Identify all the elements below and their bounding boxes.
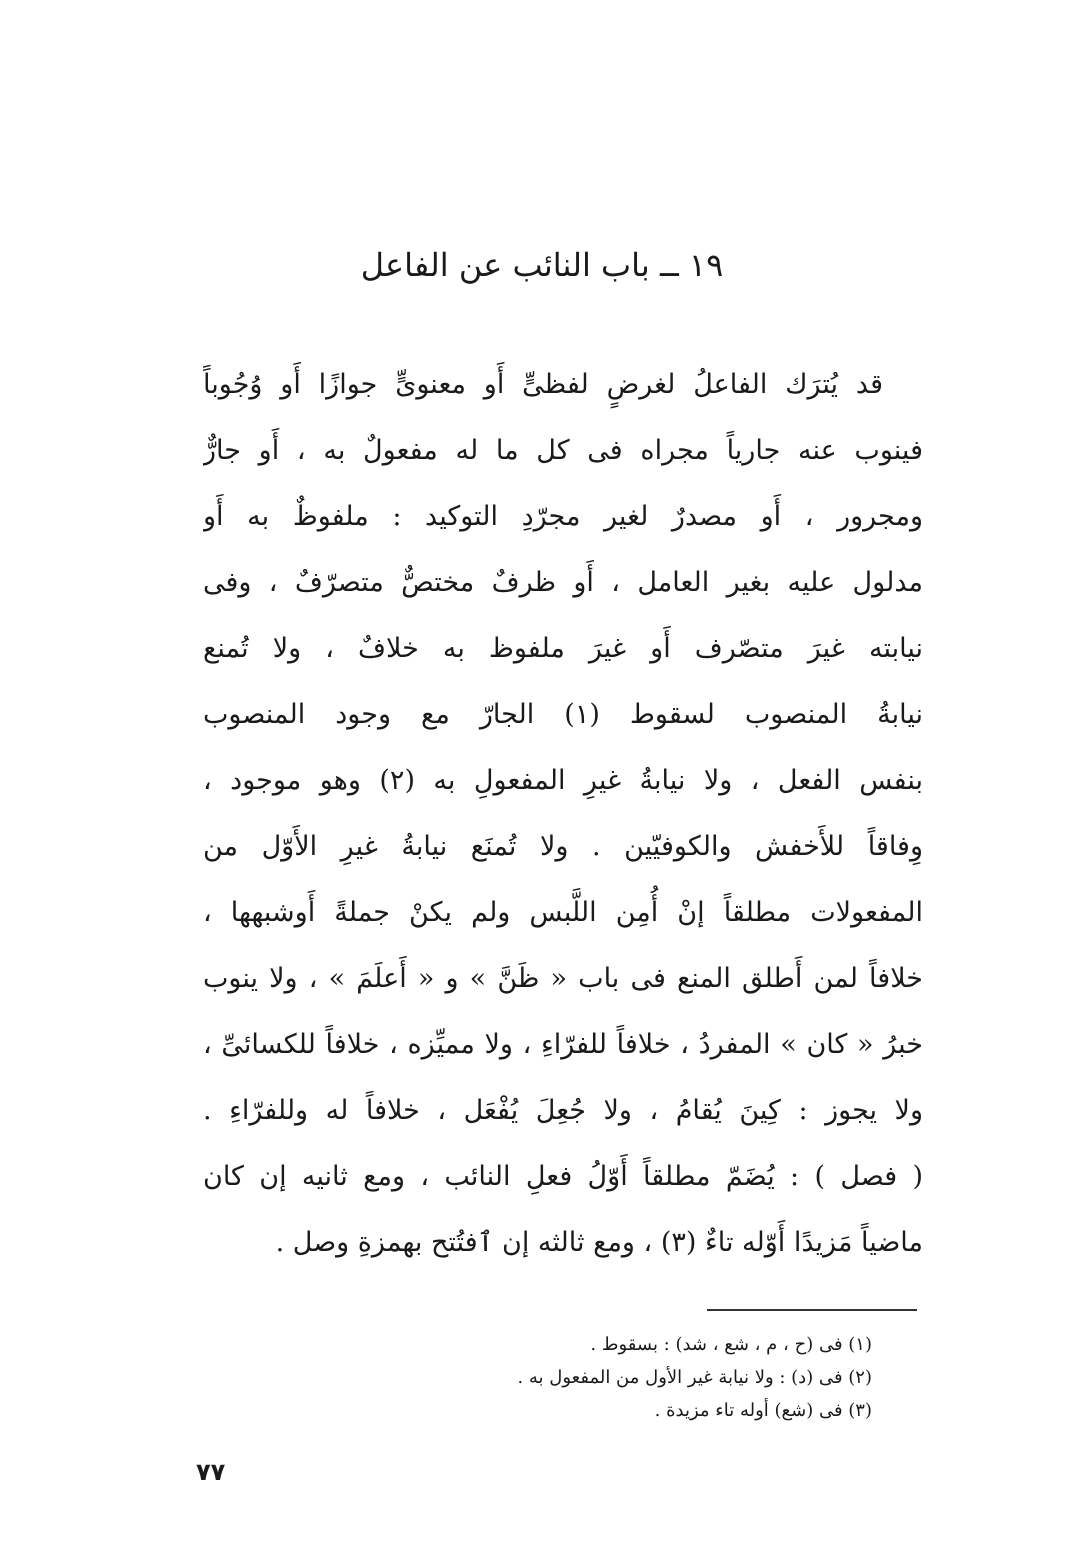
footnote: (٣) فى (شع) أوله تاء مزيدة .	[654, 1400, 872, 1421]
section-line: ( فصل ) : يُضَمّ مطلقاً أَوّلُ فعلِ النائب ، ومع ثانيه إن كان	[203, 1161, 923, 1192]
body-line: بنفس الفعل ، ولا نيابةُ غيرِ المفعولِ به (٢) وهو موجود ،	[203, 765, 923, 796]
chapter-title: ١٩ ــ باب النائب عن الفاعل	[360, 246, 724, 284]
page-number: ٧٧	[196, 1458, 226, 1486]
footnotes	[352, 1328, 872, 1427]
body-line: فينوب عنه جارياً مجراه فى كل ما له مفعولٌ به ، أَو جارٌّ	[203, 435, 923, 466]
footnote: (١) فى (ح ، م ، شع ، شد) : بسقوط .	[590, 1334, 872, 1355]
body-line: خبرُ « كان » المفردُ ، خلافاً للفرّاءِ ، ولا مميِّزه ، خلافاً للكسائىِّ ،	[203, 1029, 923, 1060]
footnote-separator	[707, 1309, 917, 1311]
body-line: نيابته غيرَ متصّرف أَو غيرَ ملفوظ به خلافٌ ، ولا تُمنع	[203, 633, 923, 664]
footnote: (٢) فى (د) : ولا نيابة غير الأول من المفعول به .	[517, 1367, 872, 1388]
body-line: ولا يجوز : كِينَ يُقامُ ، ولا جُعِلَ يُفْعَل ، خلافاً له وللفرّاءِ .	[203, 1095, 923, 1126]
body-line: قد يُترَك الفاعلُ لغرضٍ لفظىٍّ أَو معنوىٍّ جوازًا أَو وُجُوباً	[203, 369, 883, 400]
body-line: خلافاً لمن أَطلق المنع فى باب « ظَنَّ » و « أَعلَمَ » ، ولا ينوب	[203, 963, 923, 994]
body-line: وِفاقاً للأَخفش والكوفيّين . ولا تُمنَع نيابةُ غيرِ الأَوّل من	[203, 831, 923, 862]
body-text	[203, 352, 923, 1276]
body-line: نيابةُ المنصوب لسقوط (١) الجارّ مع وجود المنصوب	[203, 699, 923, 730]
body-line: مدلول عليه بغير العامل ، أَو ظرفٌ مختصٌّ متصرّفٌ ، وفى	[203, 567, 923, 598]
body-line: ماضياً مَزيدًا أَوّله تاءٌ (٣) ، ومع ثالثه إن ٱفتُتح بهمزةِ وصل .	[275, 1227, 923, 1258]
body-line: المفعولات مطلقاً إنْ أُمِن اللَّبس ولم يكنْ جملةً أَوشبهها ،	[203, 897, 923, 928]
body-line: ومجرور ، أَو مصدرٌ لغير مجرّدِ التوكيد : ملفوظٌ به أَو	[203, 501, 923, 532]
